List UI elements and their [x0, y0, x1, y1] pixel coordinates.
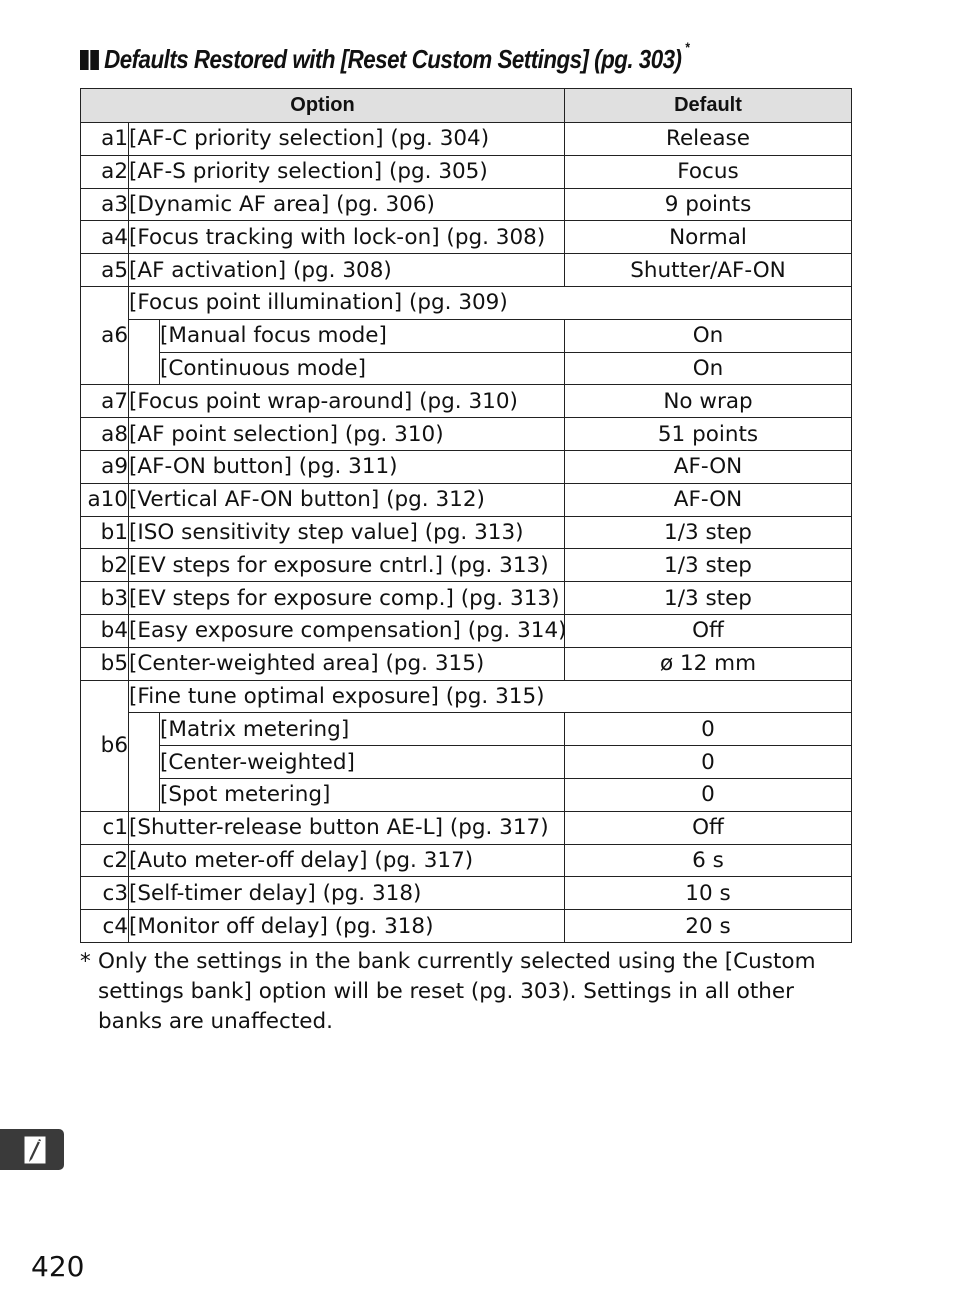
- setting-default: 10 s: [565, 877, 852, 910]
- setting-name: [AF-C priority selection] (pg. 304): [129, 123, 565, 156]
- setting-code: a8: [81, 418, 129, 451]
- table-row: [81, 254, 852, 287]
- setting-code: c3: [81, 877, 129, 910]
- setting-default-empty: [565, 286, 852, 319]
- setting-name: [Auto meter-off delay] (pg. 317): [129, 844, 565, 877]
- table-body: [81, 123, 852, 943]
- heading-title: Defaults Restored with [Reset Custom Settings] (pg. 303): [104, 44, 682, 74]
- table-row: [81, 286, 852, 319]
- indent-cell: [129, 319, 160, 385]
- table-row: [81, 155, 852, 188]
- setting-default: AF-ON: [565, 450, 852, 483]
- setting-code: a9: [81, 450, 129, 483]
- table-row: [81, 582, 852, 615]
- sub-setting-default: On: [565, 319, 852, 352]
- table-row: [81, 221, 852, 254]
- setting-name: [Easy exposure compensation] (pg. 314): [129, 614, 565, 647]
- setting-default: No wrap: [565, 385, 852, 418]
- setting-code: a7: [81, 385, 129, 418]
- table-row: [81, 614, 852, 647]
- setting-default: Off: [565, 614, 852, 647]
- option-column-header: Option: [81, 89, 565, 123]
- setting-default-empty: [565, 680, 852, 713]
- table-subrow: [81, 713, 852, 746]
- default-settings-table: [80, 88, 852, 943]
- table-row: [81, 123, 852, 156]
- setting-default: Release: [565, 123, 852, 156]
- setting-default: Normal: [565, 221, 852, 254]
- setting-code: b6: [81, 680, 129, 811]
- setting-code: c4: [81, 910, 129, 943]
- table-row: [81, 844, 852, 877]
- sub-setting-default: 0: [565, 778, 852, 811]
- table-row: [81, 188, 852, 221]
- sub-setting-name: [Continuous mode]: [160, 352, 565, 385]
- table-subrow: [81, 778, 852, 811]
- setting-default: Off: [565, 811, 852, 844]
- sub-setting-default: 0: [565, 746, 852, 779]
- section-heading: [80, 39, 690, 75]
- sub-setting-name: [Manual focus mode]: [160, 319, 565, 352]
- table-row: [81, 483, 852, 516]
- table-row: [81, 418, 852, 451]
- table-subrow: [81, 319, 852, 352]
- setting-default: 1/3 step: [565, 549, 852, 582]
- table-row: [81, 450, 852, 483]
- setting-code: a2: [81, 155, 129, 188]
- heading-footnote-marker: *: [684, 39, 690, 56]
- heading-marker-icon: [80, 44, 101, 75]
- setting-default: 1/3 step: [565, 516, 852, 549]
- table-row: [81, 877, 852, 910]
- sub-setting-name: [Spot metering]: [160, 778, 565, 811]
- indent-cell: [129, 713, 160, 811]
- footnote-text: Only the settings in the bank currently selected using the [Custom settings bank] option will be reset (pg. 303). Settings in all other banks are unaffected.: [98, 949, 816, 1034]
- table-row: [81, 385, 852, 418]
- footnote: [80, 947, 850, 1037]
- setting-default: 51 points: [565, 418, 852, 451]
- setting-code: b3: [81, 582, 129, 615]
- table-row: [81, 647, 852, 680]
- table-header-row: [81, 89, 852, 123]
- setting-default: 1/3 step: [565, 582, 852, 615]
- sub-setting-name: [Matrix metering]: [160, 713, 565, 746]
- sub-setting-default: 0: [565, 713, 852, 746]
- setting-default: Shutter/AF-ON: [565, 254, 852, 287]
- setting-code: b5: [81, 647, 129, 680]
- pencil-menu-icon: [0, 1129, 64, 1170]
- setting-code: a4: [81, 221, 129, 254]
- setting-code: b4: [81, 614, 129, 647]
- setting-name: [Vertical AF-ON button] (pg. 312): [129, 483, 565, 516]
- setting-code: a3: [81, 188, 129, 221]
- setting-name: [Focus point wrap-around] (pg. 310): [129, 385, 565, 418]
- footnote-marker: *: [80, 949, 91, 974]
- setting-name: [Focus tracking with lock-on] (pg. 308): [129, 221, 565, 254]
- setting-code: b1: [81, 516, 129, 549]
- setting-name: [Self-timer delay] (pg. 318): [129, 877, 565, 910]
- setting-name: [Shutter-release button AE-L] (pg. 317): [129, 811, 565, 844]
- setting-name: [AF point selection] (pg. 310): [129, 418, 565, 451]
- setting-default: 9 points: [565, 188, 852, 221]
- setting-name: [Focus point illumination] (pg. 309): [129, 286, 565, 319]
- setting-name: [EV steps for exposure cntrl.] (pg. 313): [129, 549, 565, 582]
- setting-code: b2: [81, 549, 129, 582]
- setting-code: a5: [81, 254, 129, 287]
- setting-code: c1: [81, 811, 129, 844]
- table-subrow: [81, 746, 852, 779]
- setting-code: c2: [81, 844, 129, 877]
- setting-name: [ISO sensitivity step value] (pg. 313): [129, 516, 565, 549]
- setting-default: 20 s: [565, 910, 852, 943]
- setting-name: [AF activation] (pg. 308): [129, 254, 565, 287]
- table-row: [81, 680, 852, 713]
- setting-default: AF-ON: [565, 483, 852, 516]
- sub-setting-name: [Center-weighted]: [160, 746, 565, 779]
- setting-name: [AF-S priority selection] (pg. 305): [129, 155, 565, 188]
- table-row: [81, 516, 852, 549]
- setting-name: [Center-weighted area] (pg. 315): [129, 647, 565, 680]
- page-number: 420: [31, 1250, 85, 1283]
- setting-code: a6: [81, 286, 129, 384]
- setting-name: [Fine tune optimal exposure] (pg. 315): [129, 680, 565, 713]
- table-row: [81, 549, 852, 582]
- setting-default: 6 s: [565, 844, 852, 877]
- default-column-header: Default: [565, 89, 852, 123]
- setting-code: a1: [81, 123, 129, 156]
- setting-default: ø 12 mm: [565, 647, 852, 680]
- table-row: [81, 811, 852, 844]
- table-subrow: [81, 352, 852, 385]
- table-row: [81, 910, 852, 943]
- setting-name: [AF-ON button] (pg. 311): [129, 450, 565, 483]
- setting-name: [Dynamic AF area] (pg. 306): [129, 188, 565, 221]
- setting-name: [Monitor off delay] (pg. 318): [129, 910, 565, 943]
- setting-code: a10: [81, 483, 129, 516]
- setting-name: [EV steps for exposure comp.] (pg. 313): [129, 582, 565, 615]
- setting-default: Focus: [565, 155, 852, 188]
- sub-setting-default: On: [565, 352, 852, 385]
